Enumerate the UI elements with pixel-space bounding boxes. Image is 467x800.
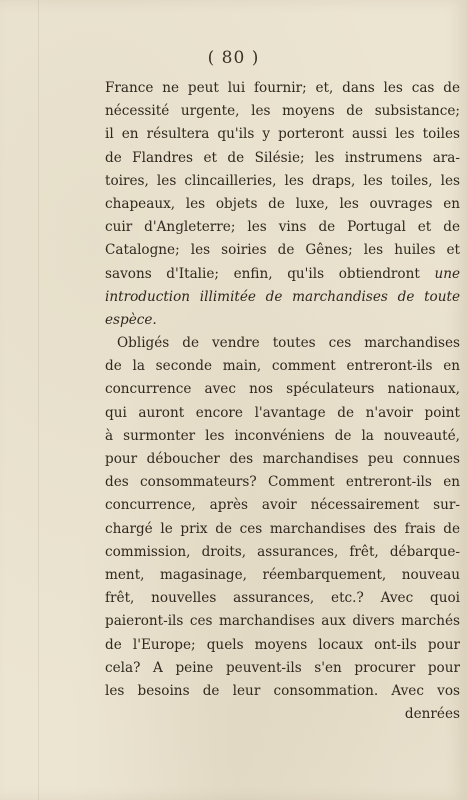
text-segment: savons d'Italie; enfin, qu'ils obtiendront bbox=[105, 265, 435, 282]
text-segment: France ne peut lui fournir; et, dans les cas de bbox=[105, 80, 460, 96]
italic-text: une bbox=[434, 265, 460, 282]
text-line bbox=[105, 193, 460, 216]
text-segment: de Flandres et de Silésie; les instrumens ara- bbox=[105, 149, 460, 166]
text-segment: des consommateurs? Comment entreront-ils en bbox=[105, 474, 460, 491]
text-line bbox=[105, 448, 460, 471]
text-segment: qui auront encore l'avantage de n'avoir point bbox=[105, 404, 460, 421]
text-line bbox=[105, 286, 460, 309]
text-line bbox=[105, 680, 460, 703]
text-segment: Obligés de vendre toutes ces marchandises bbox=[117, 335, 460, 352]
text-segment: cela? A peine peuvent-ils s'en procurer pour bbox=[105, 659, 460, 676]
text-line bbox=[105, 77, 460, 100]
text-segment: concurrence avec nos spéculateurs nationaux, bbox=[105, 381, 460, 398]
text-segment: les besoins de leur consommation. Avec vos bbox=[105, 682, 460, 699]
text-line bbox=[105, 610, 460, 633]
text-segment: frêt, nouvelles assurances, etc.? Avec quoi bbox=[105, 590, 460, 607]
text-line bbox=[105, 425, 460, 448]
text-line bbox=[105, 100, 460, 123]
italic-text: introduction illimitée de marchandises de toute bbox=[105, 288, 460, 305]
text-segment: pour déboucher des marchandises peu connues bbox=[105, 451, 460, 467]
page-crease bbox=[38, 0, 39, 800]
text-line bbox=[105, 355, 460, 378]
text-line bbox=[105, 332, 460, 355]
text-segment: paieront-ils ces marchandises aux divers marchés bbox=[105, 613, 460, 630]
text-segment: Catalogne; les soiries de Gênes; les huiles et bbox=[105, 242, 460, 259]
text-segment: denrées bbox=[404, 706, 460, 723]
text-segment: concurrence, après avoir nécessairement sur- bbox=[105, 497, 460, 514]
text-segment: chapeaux, les objets de luxe, les ouvrages en bbox=[105, 195, 460, 212]
text-line bbox=[105, 703, 460, 726]
body-text bbox=[105, 77, 460, 726]
text-line bbox=[105, 402, 460, 425]
text-line bbox=[105, 541, 460, 564]
text-segment: commission, droits, assurances, frêt, débarque- bbox=[105, 543, 460, 560]
text-line bbox=[105, 634, 460, 657]
text-segment: de la seconde main, comment entreront-ils en bbox=[105, 358, 460, 375]
text-segment: il en résultera qu'ils y porteront aussi les toiles bbox=[105, 126, 460, 143]
text-line bbox=[105, 123, 460, 146]
page-number: ( 80 ) bbox=[207, 48, 260, 68]
text-segment: toires, les clincailleries, les draps, les toiles, les bbox=[105, 172, 460, 189]
text-line bbox=[105, 471, 460, 494]
text-segment: de l'Europe; quels moyens locaux ont-ils pour bbox=[105, 636, 460, 653]
italic-text: espèce. bbox=[105, 311, 157, 328]
text-line bbox=[105, 216, 460, 239]
text-line bbox=[105, 378, 460, 401]
text-line bbox=[105, 263, 460, 286]
text-line bbox=[105, 147, 460, 170]
text-line bbox=[105, 309, 460, 332]
text-line bbox=[105, 564, 460, 587]
text-line bbox=[105, 657, 460, 680]
text-segment: à surmonter les inconvéniens de la nouveauté, bbox=[105, 427, 460, 444]
text-segment: nécessité urgente, les moyens de subsistance; bbox=[105, 103, 460, 120]
text-line bbox=[105, 494, 460, 517]
text-line bbox=[105, 239, 460, 262]
text-segment: ment, magasinage, réembarquement, nouveau bbox=[105, 566, 460, 583]
text-line bbox=[105, 587, 460, 610]
text-line bbox=[105, 518, 460, 541]
text-segment: cuir d'Angleterre; les vins de Portugal et de bbox=[105, 219, 460, 236]
text-segment: chargé le prix de ces marchandises des frais de bbox=[105, 520, 460, 537]
text-line bbox=[105, 170, 460, 193]
